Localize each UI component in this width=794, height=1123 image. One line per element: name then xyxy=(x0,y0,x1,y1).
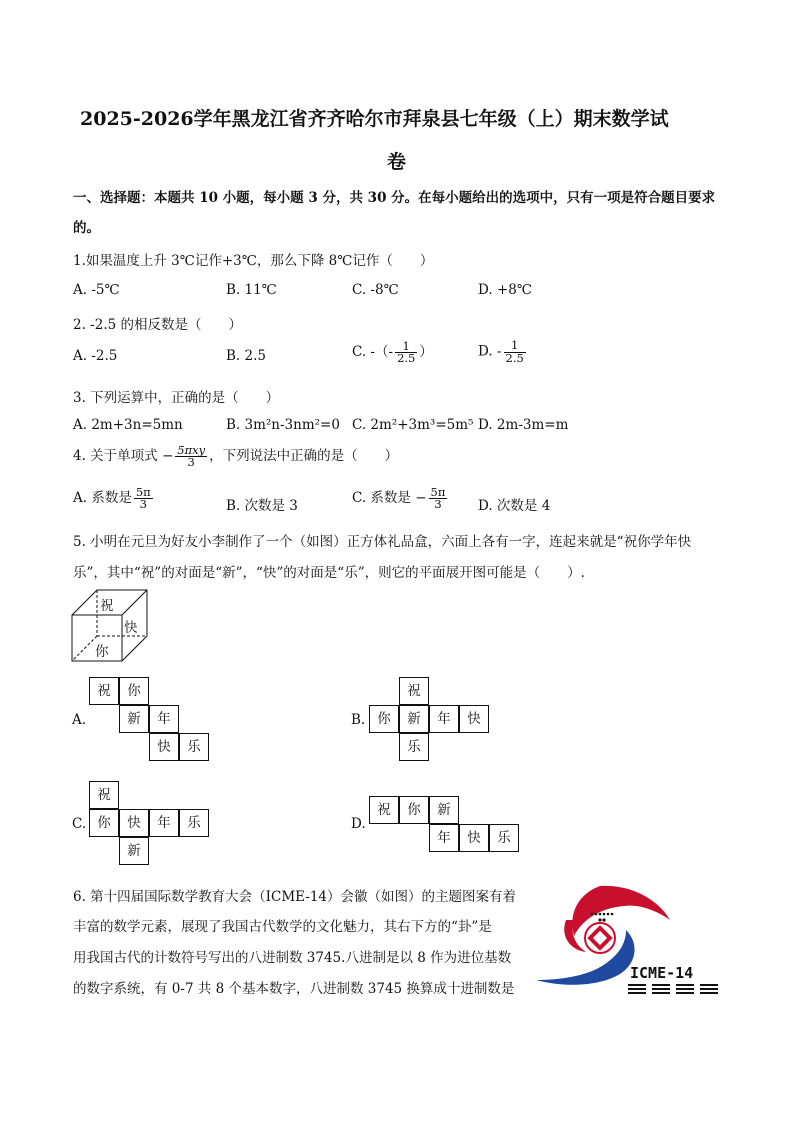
q3-option-a: A. 2m+3n=5mn xyxy=(73,417,183,433)
icme-logo-text: ICME-14 xyxy=(630,964,694,982)
section-instruction-line1: 一、选择题：本题共 10 小题，每小题 3 分，共 30 分。在每小题给出的选项中，只有一项是符合题目要求 xyxy=(73,190,716,206)
q1-stem: 1.如果温度上升 3℃记作+3℃，那么下降 8℃记作（ ） xyxy=(73,253,434,269)
q3-option-b: B. 3m²n-3nm²=0 xyxy=(226,417,340,433)
icme-logo xyxy=(530,880,730,1000)
q6-stem-line3: 用我国古代的计数符号写出的八进制数 3745.八进制是以 8 作为进位基数 xyxy=(73,950,512,966)
q2-option-c: C. -（- $\frac{1}{2.5}$ ） xyxy=(352,338,433,365)
q1-option-d: D. +8℃ xyxy=(478,282,532,298)
net-d-cell: 快 xyxy=(459,824,489,852)
q6-stem-line2: 丰富的数学元素，展现了我国古代数学的文化魅力，其右下方的“卦”是 xyxy=(73,919,492,935)
net-b-cell: 你 xyxy=(369,705,399,733)
q1-option-b: B. 11℃ xyxy=(226,282,277,298)
q5-option-a-label: A. xyxy=(72,712,87,728)
section-instruction-line2: 的。 xyxy=(73,220,100,236)
net-c-cell: 祝 xyxy=(89,781,119,809)
net-d-cell: 祝 xyxy=(369,796,399,824)
cube-face-top: 祝 xyxy=(100,598,114,614)
exam-title-line1: 2025-2026学年黑龙江省齐齐哈尔市拜泉县七年级（上）期末数学试 xyxy=(80,108,669,130)
net-b-cell: 快 xyxy=(459,705,489,733)
q6-stem-line4: 的数字系统，有 0-7 共 8 个基本数字，八进制数 3745 换算成十进制数是 xyxy=(73,981,515,997)
q3-stem: 3. 下列运算中，正确的是（ ） xyxy=(73,390,280,406)
q6-stem-line1: 6. 第十四届国际数学教育大会（ICME-14）会徽（如图）的主题图案有着 xyxy=(73,889,517,905)
net-a-cell: 祝 xyxy=(89,677,119,705)
q3-option-c: C. 2m²+3m³=5m⁵ xyxy=(352,417,474,433)
q2-option-a: A. -2.5 xyxy=(73,348,118,364)
net-a-cell: 乐 xyxy=(179,733,209,761)
net-b-cell: 新 xyxy=(399,705,429,733)
net-d-cell: 新 xyxy=(429,796,459,824)
net-b-cell: 年 xyxy=(429,705,459,733)
q5-stem-line1: 5. 小明在元旦为好友小李制作了一个（如图）正方体礼品盒，六面上各有一字，连起来就是“祝你学年快 xyxy=(73,534,692,550)
q5-option-c-label: C. xyxy=(72,816,87,832)
q4-option-d: D. 次数是 4 xyxy=(478,498,551,514)
fraction: $\frac{5\pi}{3}$ xyxy=(430,484,446,511)
q1-option-a: A. -5℃ xyxy=(73,282,120,298)
net-d-cell: 年 xyxy=(429,824,459,852)
q1-option-c: C. -8℃ xyxy=(352,282,399,298)
net-c-cell: 你 xyxy=(89,809,119,837)
exam-title-line2: 卷 xyxy=(387,151,407,173)
fraction: $\frac{1}{2.5}$ xyxy=(397,338,416,365)
net-b-cell: 乐 xyxy=(399,733,429,761)
q5-option-d-label: D. xyxy=(351,816,366,832)
fraction: $\frac{\text{5πxy}}{3}$ xyxy=(177,442,206,469)
q2-option-b: B. 2.5 xyxy=(226,348,266,364)
q5-stem-line2: 乐”，其中“祝”的对面是“新”，“快”的对面是“乐”，则它的平面展开图可能是（ ）. xyxy=(73,565,585,581)
net-a-cell: 年 xyxy=(149,705,179,733)
net-a-cell: 快 xyxy=(149,733,179,761)
q4-stem: 4. 关于单项式 − $\frac{\text{5πxy}}{3}$ ，下列说法中正确的是（ ） xyxy=(73,442,399,469)
net-c-cell: 新 xyxy=(119,837,149,865)
q5-option-b-label: B. xyxy=(351,712,366,728)
net-a-cell: 你 xyxy=(119,677,149,705)
fraction: $\frac{5\pi}{3}$ xyxy=(135,484,151,511)
cube-face-right: 快 xyxy=(124,620,138,636)
net-c-cell: 乐 xyxy=(179,809,209,837)
q3-option-d: D. 2m-3m=m xyxy=(478,417,569,433)
q2-option-d: D. - $\frac{1}{2.5}$ xyxy=(478,338,524,365)
q4-option-a: A. 系数是 $\frac{5\pi}{3}$ xyxy=(73,484,151,511)
q4-option-c: C. 系数是 − $\frac{5\pi}{3}$ xyxy=(352,484,446,511)
q2-stem: 2. -2.5 的相反数是（ ） xyxy=(73,317,242,333)
net-a-cell: 新 xyxy=(119,705,149,733)
fraction: $\frac{1}{2.5}$ xyxy=(505,338,524,365)
net-c-cell: 快 xyxy=(119,809,149,837)
cube-face-front: 你 xyxy=(95,644,109,660)
net-b-cell: 祝 xyxy=(399,677,429,705)
net-d-cell: 乐 xyxy=(489,824,519,852)
q4-option-b: B. 次数是 3 xyxy=(226,498,298,514)
net-c-cell: 年 xyxy=(149,809,179,837)
net-d-cell: 你 xyxy=(399,796,429,824)
